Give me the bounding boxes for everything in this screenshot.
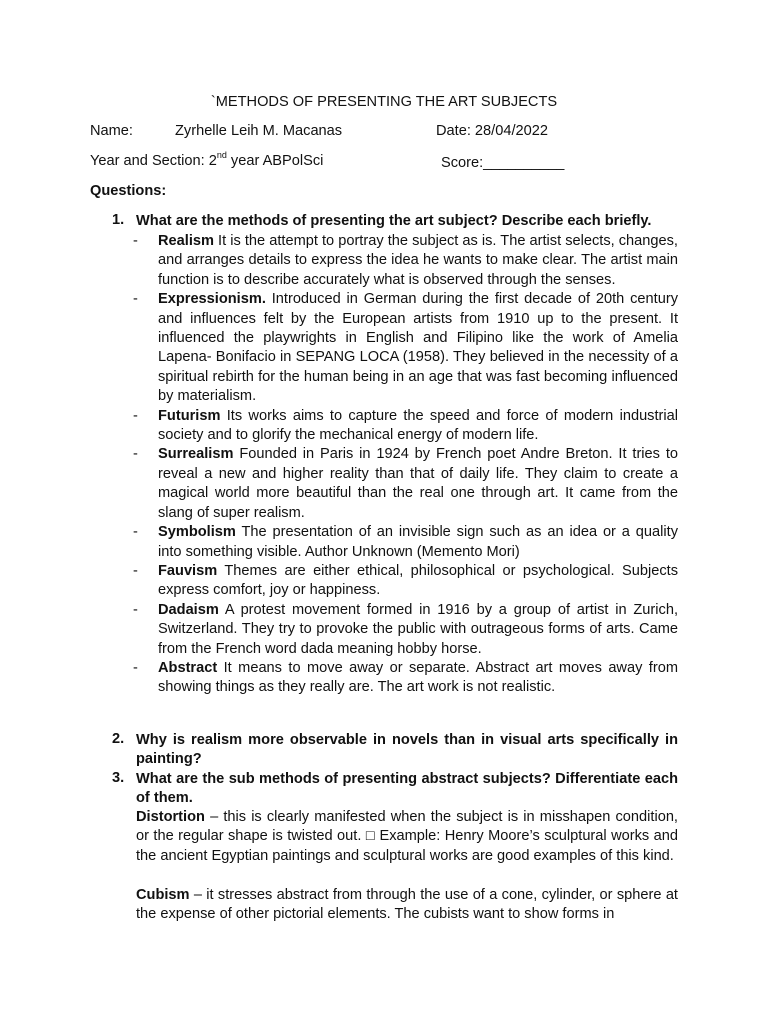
method-term: Futurism (158, 407, 221, 424)
method-item (108, 523, 678, 562)
method-description: It is the attempt to portray the subject as is. The artist selects, changes, and arranges details to express the idea he wants to make clear. The artist main function is to describe accurately what is observed through the senses. (158, 233, 678, 288)
methods-list (108, 232, 678, 698)
document-title: `METHODS OF PRESENTING THE ART SUBJECTS (210, 94, 558, 110)
date-field: Date: 28/04/2022 (436, 123, 548, 139)
method-item (108, 232, 678, 290)
method-description: Its works aims to capture the speed and force of modern industrial society and to glorify the mechanical energy of modern life. (158, 407, 678, 444)
dash-bullet: - (133, 659, 138, 676)
cubism-term: Cubism (136, 887, 190, 903)
method-item (108, 445, 678, 523)
q3-number: 3. (112, 770, 125, 786)
dash-bullet: - (133, 291, 138, 308)
year-suffix: year ABPolSci (226, 153, 324, 169)
name-label: Name: (90, 123, 133, 139)
method-item (108, 601, 678, 659)
dash-bullet: - (133, 562, 138, 579)
method-description: Founded in Paris in 1924 by French poet Andre Breton. It tries to reveal a new and higher reality than that of daily life. They claim to create a magical world more beautiful than the real one through art. It came from the slang of super realism. (158, 446, 678, 521)
distortion-desc: – this is clearly manifested when the subject is in misshapen condition, or the regular shape is twisted out. □ Example: Henry Moore’s sculptural works and the ancient Egyptian paintings and sculptural works are good examples of this kind. (136, 809, 678, 864)
q1-number: 1. (112, 212, 125, 228)
cubism-paragraph (136, 886, 678, 925)
year-prefix: Year and Section: 2 (90, 153, 217, 169)
method-item (108, 407, 678, 446)
method-item (108, 290, 678, 406)
dash-bullet: - (133, 233, 138, 249)
method-item (108, 562, 678, 601)
q3-text: What are the sub methods of presenting abstract subjects? Differentiate each of them. (136, 771, 678, 807)
questions-heading: Questions: (90, 183, 167, 199)
method-term: Realism (158, 233, 214, 249)
method-description: Introduced in German during the first decade of 20th century and influences felt by the European artists from 1910 up to the present. It influenced the playwrights in English and Filipino like the work of Amelia Lapena- Bonifacio in SEPANG LOCA (1958). They believed in the necessity of a spiritual rebirth for the human being in an age that was fast becoming influenced by materialism. (158, 291, 678, 405)
method-description: Themes are either ethical, philosophical or psychological. Subjects express comfort, joy or happiness. (158, 562, 678, 599)
method-term: Fauvism (158, 562, 218, 579)
q2-number: 2. (112, 731, 125, 747)
method-term: Symbolism (158, 524, 236, 541)
method-term: Surrealism (158, 446, 234, 463)
distortion-term: Distortion (136, 809, 205, 825)
method-item (108, 659, 678, 698)
method-term: Abstract (158, 659, 218, 676)
q1-text: What are the methods of presenting the art subject? Describe each briefly. (136, 213, 652, 229)
method-term: Dadaism (158, 601, 219, 618)
method-description: A protest movement formed in 1916 by a group of artist in Zurich, Switzerland. They try to provoke the public with outrageous forms of arts. Came from the French word dada meaning hobby horse. (158, 601, 678, 657)
distortion-paragraph (136, 808, 678, 866)
method-description: It means to move away or separate. Abstract art moves away from showing things as they really are. The art work is not realistic. (158, 659, 678, 696)
score-field: Score:__________ (441, 155, 565, 171)
cubism-desc: – it stresses abstract from through the use of a cone, cylinder, or sphere at the expense of other pictorial elements. The cubists want to show forms in (136, 887, 678, 923)
dash-bullet: - (133, 446, 138, 463)
name-value: Zyrhelle Leih M. Macanas (175, 123, 343, 139)
year-section-field (90, 150, 324, 169)
dash-bullet: - (133, 524, 138, 541)
q2-text: Why is realism more observable in novels than in visual arts specifically in painting? (136, 732, 678, 768)
method-term: Expressionism. (158, 291, 266, 308)
year-superscript: nd (216, 150, 227, 160)
dash-bullet: - (133, 407, 138, 424)
dash-bullet: - (133, 601, 138, 618)
method-description: The presentation of an invisible sign such as an idea or a quality into something visible. Author Unknown (Memento Mori) (158, 524, 678, 560)
